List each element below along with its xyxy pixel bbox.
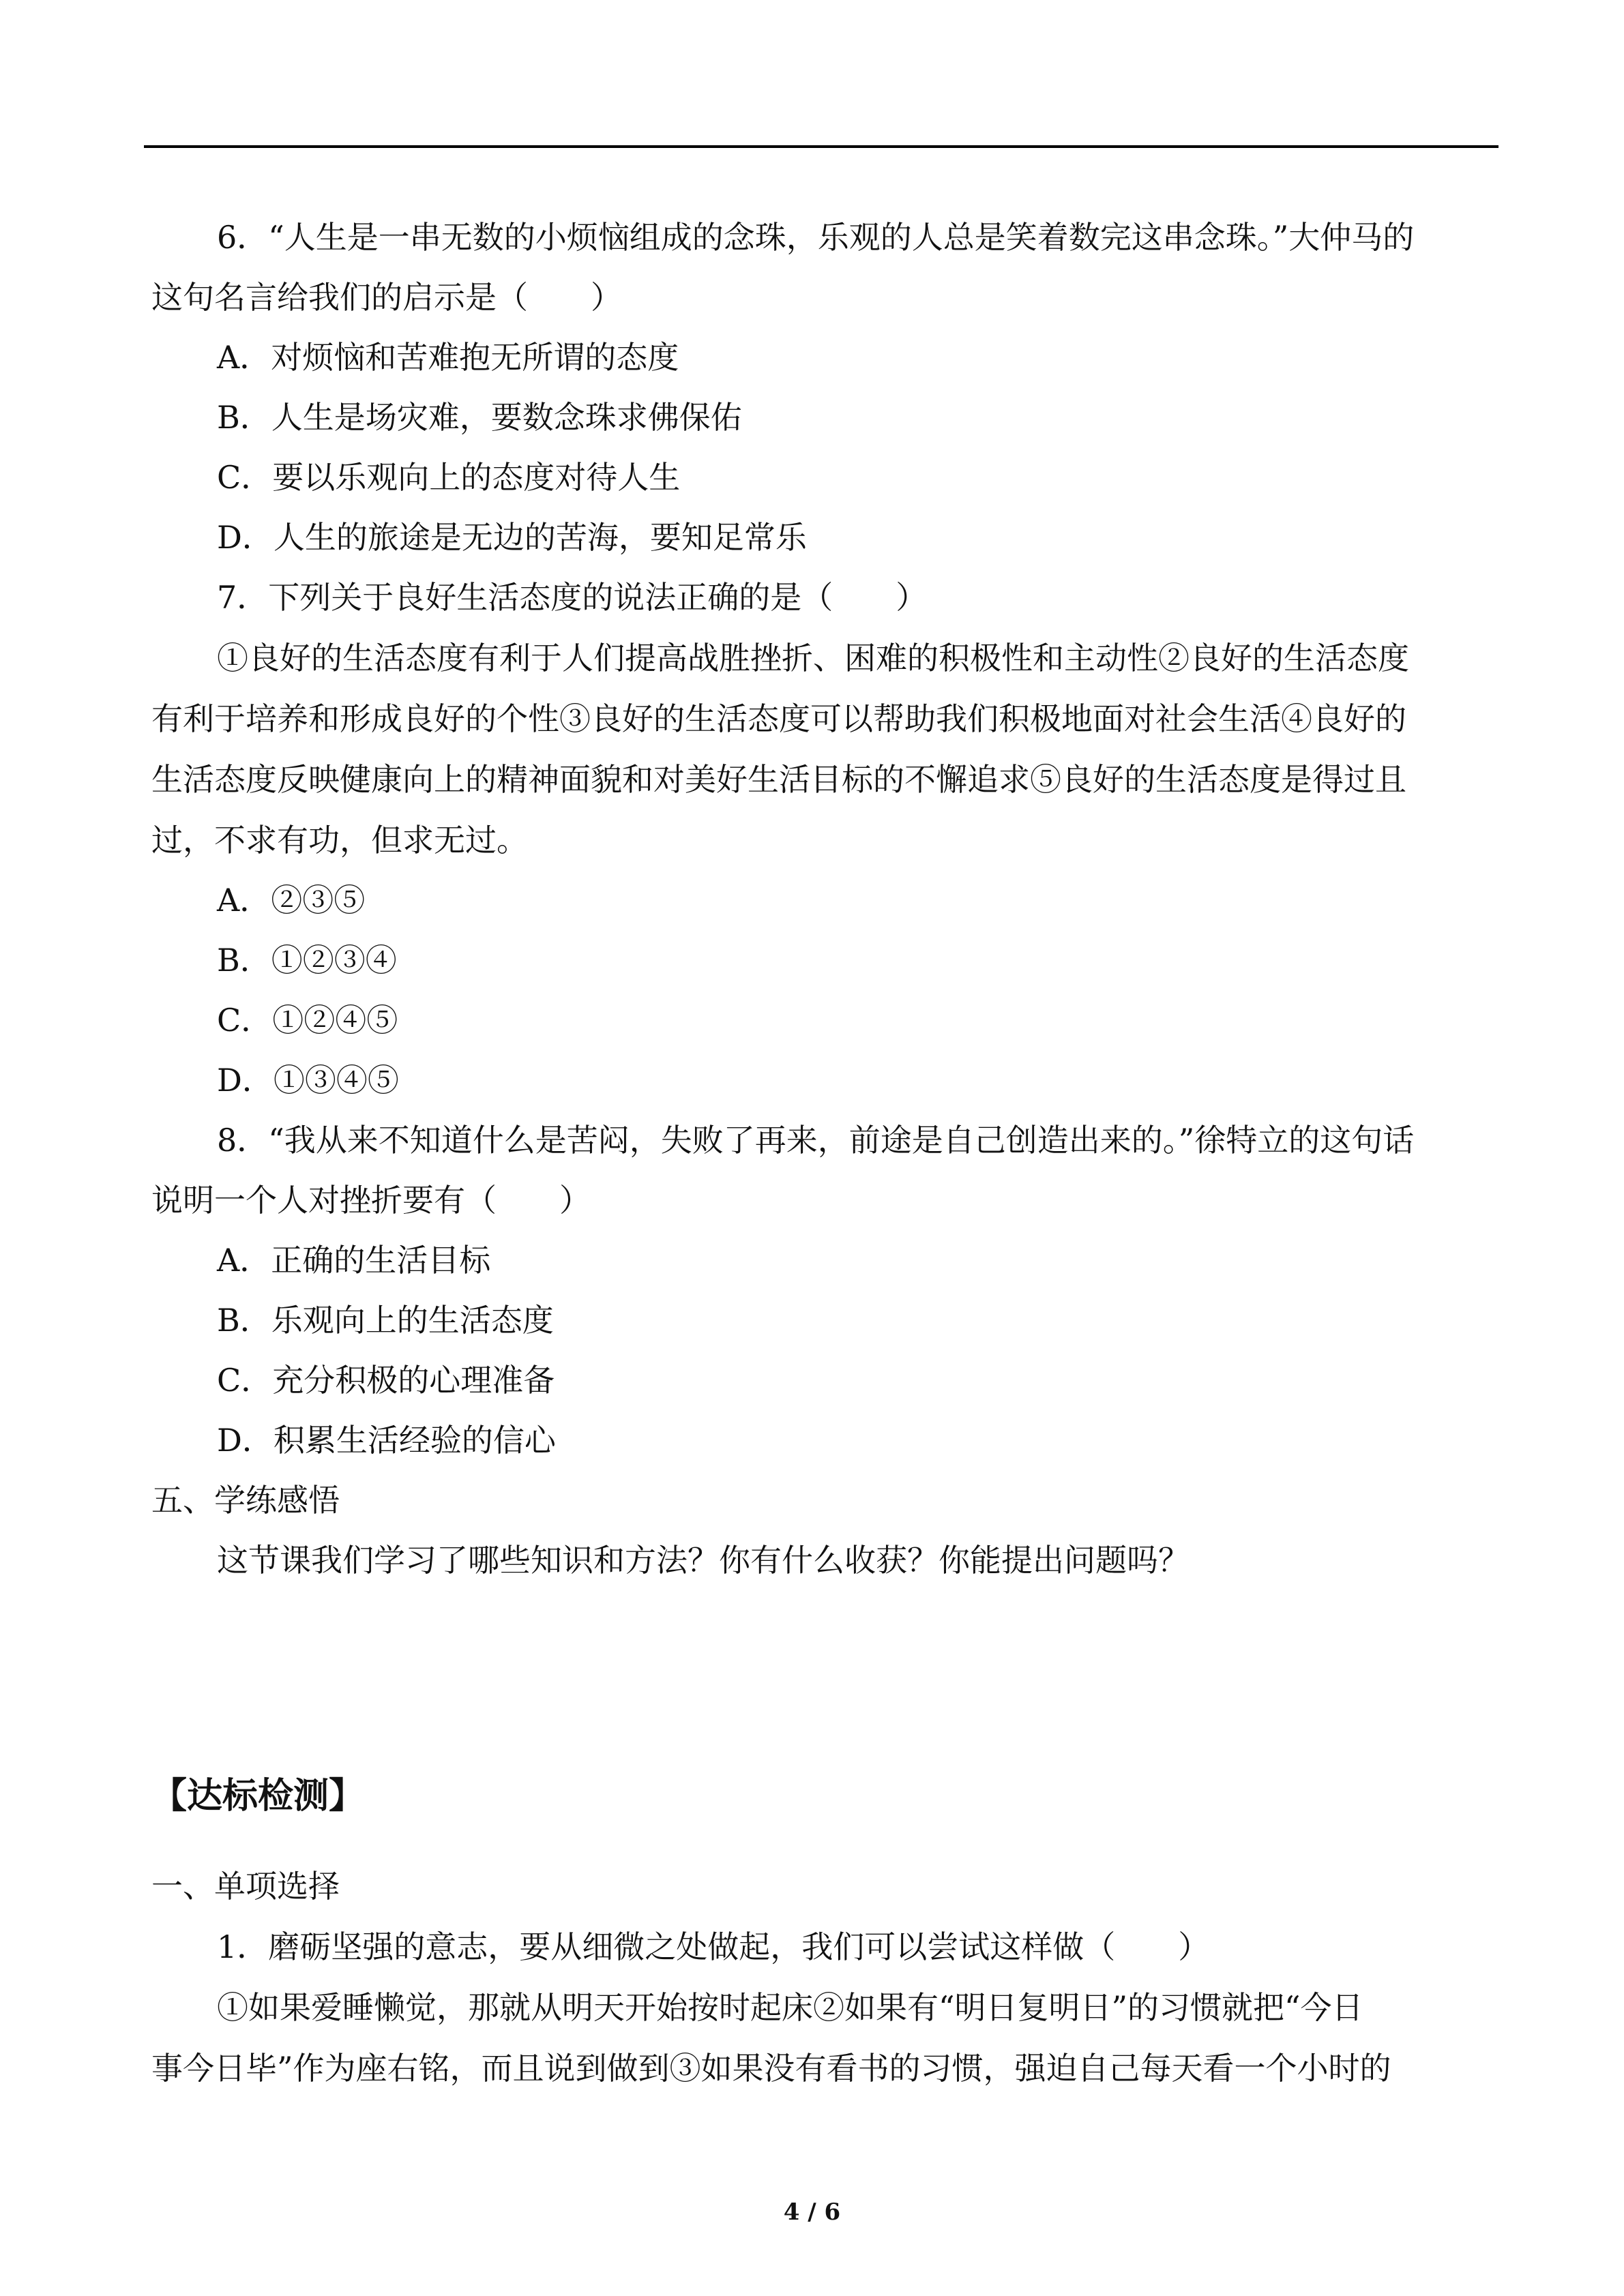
q8-option-c: C．充分积极的心理准备 [217,1362,555,1399]
q8-stem-line-1: 8．“我从来不知道什么是苦闷，失败了再来，前途是自己创造出来的。”徐特立的这句话 [217,1122,1415,1159]
q7-option-c: C．①②④⑤ [217,1002,398,1039]
q8-stem-line-2: 说明一个人对挫折要有（ ） [151,1182,591,1219]
q8-option-b: B．乐观向上的生活态度 [217,1302,554,1339]
q7-option-b: B．①②③④ [217,942,397,979]
q6-option-d: D．人生的旅途是无边的苦海，要知足常乐 [217,519,807,556]
q6-option-a: A．对烦恼和苦难抱无所谓的态度 [217,339,679,376]
test-q1-line-1: ①如果爱睡懒觉，那就从明天开始按时起床②如果有“明日复明日”的习惯就把“今日 [217,1989,1363,2026]
page-number: 4 / 6 [783,2198,841,2226]
q8-option-d: D．积累生活经验的信心 [217,1422,556,1459]
test-q1-stem: 1．磨砺坚强的意志，要从细微之处做起，我们可以尝试这样做（ ） [217,1928,1210,1965]
q6-option-c: C．要以乐观向上的态度对待人生 [217,459,681,496]
q6-stem-line-2: 这句名言给我们的启示是（ ） [151,279,622,316]
part-1-title: 一、单项选择 [151,1868,340,1905]
q7-statement-line-4: 过，不求有功，但求无过。 [151,822,528,859]
q6-stem-line-1: 6．“人生是一串无数的小烦恼组成的念珠，乐观的人总是笑着数完这串念珠。”大仲马的 [217,219,1415,256]
q7-option-d: D．①③④⑤ [217,1062,399,1099]
test-heading: 【达标检测】 [151,1775,365,1817]
q7-statement-line-3: 生活态度反映健康向上的精神面貌和对美好生活目标的不懈追求⑤良好的生活态度是得过且 [151,761,1406,798]
section-5-prompt: 这节课我们学习了哪些知识和方法？你有什么收获？你能提出问题吗？ [217,1542,1190,1579]
q7-statement-line-2: 有利于培养和形成良好的个性③良好的生活态度可以帮助我们积极地面对社会生活④良好的 [151,700,1406,737]
header-rule [144,145,1498,148]
q6-option-b: B．人生是场灾难，要数念珠求佛保佑 [217,399,742,436]
q7-stem: 7．下列关于良好生活态度的说法正确的是（ ） [217,579,928,616]
q7-option-a: A．②③⑤ [217,882,366,919]
test-q1-line-2: 事今日毕”作为座右铭，而且说到做到③如果没有看书的习惯，强迫自己每天看一个小时的 [151,2050,1391,2087]
section-5-title: 五、学练感悟 [151,1482,340,1519]
q7-statement-line-1: ①良好的生活态度有利于人们提高战胜挫折、困难的积极性和主动性②良好的生活态度 [217,640,1409,676]
q8-option-a: A．正确的生活目标 [217,1242,491,1279]
